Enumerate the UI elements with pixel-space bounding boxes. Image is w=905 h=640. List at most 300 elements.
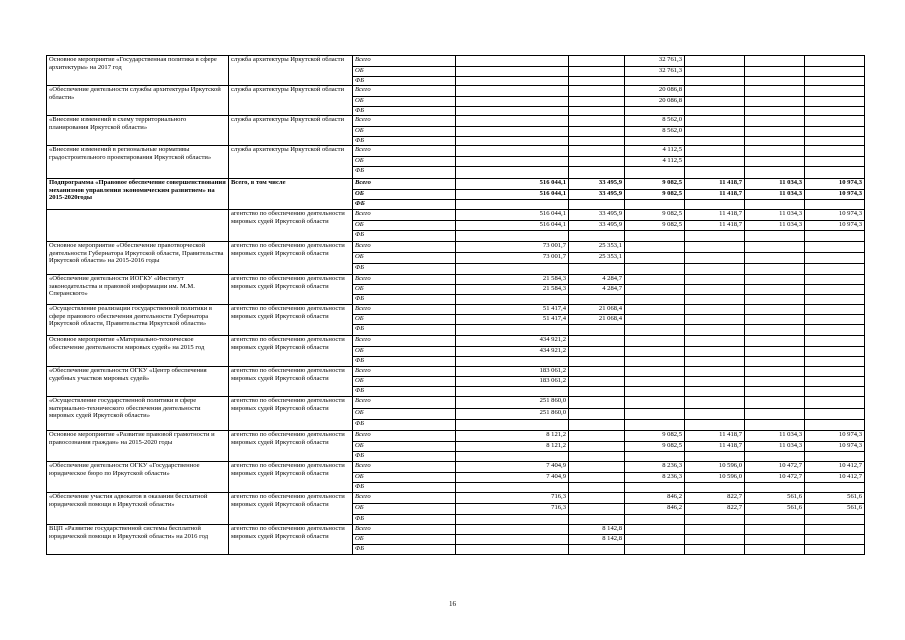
amount-cell: 251 860,0 bbox=[456, 409, 569, 420]
funding-source-cell: ОБ bbox=[353, 504, 456, 515]
amount-cell bbox=[569, 157, 625, 167]
row-name-cell: «Обеспечение участия адвокатов в оказании бесплатной юридической помощи в Иркутской области» bbox=[47, 493, 229, 525]
amount-cell bbox=[745, 137, 805, 146]
amount-cell bbox=[685, 409, 745, 420]
amount-cell: 516 044,1 bbox=[456, 221, 569, 231]
amount-cell bbox=[456, 107, 569, 116]
amount-cell: 51 417,4 bbox=[456, 305, 569, 315]
amount-cell: 10 412,7 bbox=[805, 462, 865, 473]
amount-cell bbox=[685, 315, 745, 325]
amount-cell: 822,7 bbox=[685, 493, 745, 504]
amount-cell bbox=[625, 77, 685, 86]
amount-cell: 11 418,7 bbox=[685, 431, 745, 442]
amount-cell bbox=[805, 127, 865, 137]
amount-cell bbox=[805, 357, 865, 367]
funding-source-cell: Всего bbox=[353, 242, 456, 253]
amount-cell: 11 418,7 bbox=[685, 210, 745, 221]
amount-cell: 11 418,7 bbox=[685, 221, 745, 231]
amount-cell bbox=[569, 357, 625, 367]
amount-cell bbox=[745, 347, 805, 357]
amount-cell bbox=[745, 387, 805, 397]
amount-cell bbox=[685, 56, 745, 67]
amount-cell bbox=[625, 200, 685, 210]
amount-cell: 10 974,3 bbox=[805, 179, 865, 190]
amount-cell bbox=[569, 545, 625, 555]
funding-source-cell: ФБ bbox=[353, 357, 456, 367]
amount-cell: 10 472,7 bbox=[745, 473, 805, 483]
amount-cell bbox=[569, 462, 625, 473]
amount-cell bbox=[805, 97, 865, 107]
amount-cell: 51 417,4 bbox=[456, 315, 569, 325]
amount-cell bbox=[625, 305, 685, 315]
amount-cell bbox=[685, 515, 745, 525]
amount-cell: 8 142,8 bbox=[569, 535, 625, 545]
amount-cell bbox=[685, 242, 745, 253]
row-name-cell bbox=[47, 210, 229, 242]
amount-cell bbox=[805, 315, 865, 325]
amount-cell bbox=[456, 86, 569, 97]
amount-cell bbox=[685, 231, 745, 242]
amount-cell bbox=[805, 253, 865, 264]
amount-cell bbox=[745, 116, 805, 127]
amount-cell bbox=[685, 325, 745, 336]
amount-cell bbox=[685, 420, 745, 431]
amount-cell bbox=[685, 167, 745, 179]
amount-cell bbox=[805, 377, 865, 387]
amount-cell bbox=[569, 420, 625, 431]
amount-cell bbox=[456, 535, 569, 545]
funding-source-cell: Всего bbox=[353, 305, 456, 315]
amount-cell bbox=[805, 387, 865, 397]
amount-cell bbox=[569, 515, 625, 525]
amount-cell: 4 284,7 bbox=[569, 275, 625, 285]
amount-cell bbox=[805, 275, 865, 285]
amount-cell bbox=[625, 387, 685, 397]
funding-source-cell: ОБ bbox=[353, 285, 456, 295]
amount-cell bbox=[685, 146, 745, 157]
amount-cell: 434 921,2 bbox=[456, 347, 569, 357]
funding-source-cell: Всего bbox=[353, 336, 456, 347]
amount-cell: 8 562,0 bbox=[625, 127, 685, 137]
amount-cell bbox=[625, 347, 685, 357]
amount-cell bbox=[569, 107, 625, 116]
table-row bbox=[47, 367, 865, 377]
amount-cell: 11 418,7 bbox=[685, 442, 745, 452]
row-executor-cell: служба архитектуры Иркутской области bbox=[229, 56, 353, 86]
amount-cell bbox=[685, 305, 745, 315]
amount-cell: 561,6 bbox=[805, 504, 865, 515]
amount-cell bbox=[805, 107, 865, 116]
amount-cell bbox=[805, 305, 865, 315]
amount-cell bbox=[685, 86, 745, 97]
amount-cell: 7 404,9 bbox=[456, 462, 569, 473]
amount-cell: 11 034,3 bbox=[745, 210, 805, 221]
amount-cell bbox=[745, 336, 805, 347]
funding-source-cell: Всего bbox=[353, 86, 456, 97]
funding-source-cell: ФБ bbox=[353, 545, 456, 555]
amount-cell: 561,6 bbox=[745, 504, 805, 515]
amount-cell: 20 086,8 bbox=[625, 97, 685, 107]
amount-cell: 20 086,8 bbox=[625, 86, 685, 97]
amount-cell bbox=[625, 515, 685, 525]
amount-cell bbox=[805, 157, 865, 167]
amount-cell bbox=[805, 545, 865, 555]
row-executor-cell: служба архитектуры Иркутской области bbox=[229, 86, 353, 116]
amount-cell: 10 472,7 bbox=[745, 462, 805, 473]
amount-cell: 8 236,3 bbox=[625, 462, 685, 473]
row-name-cell: Основное мероприятие «Развитие правовой грамотности и правосознания граждан» на 2015-2020 годы bbox=[47, 431, 229, 462]
amount-cell bbox=[805, 200, 865, 210]
table-row bbox=[47, 56, 865, 67]
amount-cell bbox=[625, 285, 685, 295]
funding-source-cell: ОБ bbox=[353, 473, 456, 483]
amount-cell bbox=[745, 315, 805, 325]
funding-source-cell: ФБ bbox=[353, 387, 456, 397]
row-name-cell: «Осуществление реализации государственной политики в сфере правового обеспечения деятельности Губернатора Иркутской области, Правительства Иркутской области» bbox=[47, 305, 229, 336]
amount-cell bbox=[805, 295, 865, 305]
amount-cell: 10 974,3 bbox=[805, 221, 865, 231]
amount-cell bbox=[745, 127, 805, 137]
amount-cell: 33 495,9 bbox=[569, 179, 625, 190]
amount-cell bbox=[805, 116, 865, 127]
funding-source-cell: ФБ bbox=[353, 200, 456, 210]
funding-source-cell: Всего bbox=[353, 210, 456, 221]
amount-cell bbox=[569, 86, 625, 97]
funding-source-cell: ФБ bbox=[353, 167, 456, 179]
funding-source-cell: ФБ bbox=[353, 325, 456, 336]
amount-cell: 4 112,5 bbox=[625, 157, 685, 167]
table-row bbox=[47, 305, 865, 315]
amount-cell bbox=[456, 157, 569, 167]
row-executor-cell: агентство по обеспечению деятельности мировых судей Иркутской области bbox=[229, 242, 353, 275]
amount-cell bbox=[456, 77, 569, 86]
amount-cell: 11 034,3 bbox=[745, 431, 805, 442]
amount-cell bbox=[456, 231, 569, 242]
amount-cell bbox=[685, 264, 745, 275]
amount-cell: 4 112,5 bbox=[625, 146, 685, 157]
amount-cell bbox=[805, 367, 865, 377]
table-row bbox=[47, 525, 865, 535]
amount-cell: 25 353,1 bbox=[569, 242, 625, 253]
amount-cell bbox=[805, 146, 865, 157]
amount-cell: 11 418,7 bbox=[685, 179, 745, 190]
amount-cell bbox=[805, 525, 865, 535]
amount-cell bbox=[745, 295, 805, 305]
table-row bbox=[47, 462, 865, 473]
amount-cell: 21 584,3 bbox=[456, 275, 569, 285]
amount-cell bbox=[745, 107, 805, 116]
amount-cell bbox=[456, 200, 569, 210]
amount-cell bbox=[569, 473, 625, 483]
amount-cell bbox=[456, 137, 569, 146]
funding-source-cell: Всего bbox=[353, 367, 456, 377]
amount-cell bbox=[569, 504, 625, 515]
amount-cell bbox=[569, 325, 625, 336]
amount-cell bbox=[569, 409, 625, 420]
amount-cell bbox=[685, 483, 745, 493]
amount-cell: 25 353,1 bbox=[569, 253, 625, 264]
amount-cell bbox=[745, 275, 805, 285]
amount-cell bbox=[805, 420, 865, 431]
amount-cell: 32 761,3 bbox=[625, 56, 685, 67]
funding-source-cell: Всего bbox=[353, 493, 456, 504]
amount-cell: 8 121,2 bbox=[456, 431, 569, 442]
amount-cell bbox=[745, 377, 805, 387]
amount-cell bbox=[805, 242, 865, 253]
amount-cell: 10 974,3 bbox=[805, 210, 865, 221]
amount-cell bbox=[745, 420, 805, 431]
amount-cell bbox=[456, 56, 569, 67]
amount-cell bbox=[625, 242, 685, 253]
amount-cell bbox=[456, 387, 569, 397]
amount-cell bbox=[805, 285, 865, 295]
table-row bbox=[47, 493, 865, 504]
amount-cell bbox=[569, 231, 625, 242]
row-name-cell: Основное мероприятие «Материально-техническое обеспечение деятельности мировых судей» на 2015 год bbox=[47, 336, 229, 367]
amount-cell bbox=[805, 56, 865, 67]
amount-cell: 11 418,7 bbox=[685, 190, 745, 200]
amount-cell bbox=[745, 56, 805, 67]
amount-cell: 73 001,7 bbox=[456, 253, 569, 264]
amount-cell bbox=[569, 137, 625, 146]
amount-cell bbox=[569, 336, 625, 347]
row-name-cell: «Обеспечение деятельности ОГКУ «Государственное юридическое бюро по Иркутской области» bbox=[47, 462, 229, 493]
amount-cell bbox=[569, 56, 625, 67]
amount-cell bbox=[685, 137, 745, 146]
amount-cell bbox=[625, 295, 685, 305]
amount-cell: 33 495,9 bbox=[569, 190, 625, 200]
amount-cell: 251 860,0 bbox=[456, 397, 569, 409]
amount-cell bbox=[745, 357, 805, 367]
amount-cell bbox=[685, 336, 745, 347]
amount-cell: 11 034,3 bbox=[745, 190, 805, 200]
amount-cell bbox=[685, 452, 745, 462]
amount-cell: 561,6 bbox=[805, 493, 865, 504]
amount-cell bbox=[625, 275, 685, 285]
amount-cell bbox=[625, 357, 685, 367]
funding-source-cell: ФБ bbox=[353, 515, 456, 525]
table-row bbox=[47, 275, 865, 285]
amount-cell bbox=[745, 535, 805, 545]
amount-cell: 183 061,2 bbox=[456, 367, 569, 377]
amount-cell: 4 284,7 bbox=[569, 285, 625, 295]
amount-cell bbox=[805, 347, 865, 357]
amount-cell: 822,7 bbox=[685, 504, 745, 515]
amount-cell bbox=[805, 137, 865, 146]
amount-cell bbox=[745, 97, 805, 107]
amount-cell bbox=[625, 325, 685, 336]
amount-cell bbox=[625, 253, 685, 264]
table-row bbox=[47, 116, 865, 127]
funding-source-cell: Всего bbox=[353, 431, 456, 442]
row-name-cell: «Обеспечение деятельности ОГКУ «Центр обеспечения судебных участков мировых судей» bbox=[47, 367, 229, 397]
amount-cell: 183 061,2 bbox=[456, 377, 569, 387]
funding-source-cell: ФБ bbox=[353, 483, 456, 493]
amount-cell bbox=[685, 97, 745, 107]
amount-cell bbox=[456, 452, 569, 462]
amount-cell bbox=[625, 137, 685, 146]
amount-cell bbox=[685, 116, 745, 127]
amount-cell bbox=[745, 285, 805, 295]
row-executor-cell: Всего, в том числе bbox=[229, 179, 353, 210]
amount-cell bbox=[569, 127, 625, 137]
funding-source-cell: Всего bbox=[353, 525, 456, 535]
amount-cell bbox=[745, 200, 805, 210]
funding-source-cell: Всего bbox=[353, 56, 456, 67]
amount-cell bbox=[456, 67, 569, 77]
row-executor-cell: агентство по обеспечению деятельности мировых судей Иркутской области bbox=[229, 336, 353, 367]
amount-cell bbox=[805, 409, 865, 420]
amount-cell bbox=[685, 157, 745, 167]
funding-source-cell: ОБ bbox=[353, 535, 456, 545]
amount-cell: 10 596,0 bbox=[685, 473, 745, 483]
amount-cell bbox=[805, 397, 865, 409]
amount-cell bbox=[685, 525, 745, 535]
amount-cell bbox=[625, 264, 685, 275]
amount-cell bbox=[745, 305, 805, 315]
funding-source-cell: ОБ bbox=[353, 347, 456, 357]
row-executor-cell: служба архитектуры Иркутской области bbox=[229, 116, 353, 146]
amount-cell: 9 082,5 bbox=[625, 221, 685, 231]
row-name-cell: Основное мероприятие «Государственная политика в сфере архитектуры» на 2017 год bbox=[47, 56, 229, 86]
amount-cell bbox=[805, 231, 865, 242]
amount-cell bbox=[456, 325, 569, 336]
row-name-cell: «Обеспечение деятельности ИОГКУ «Институт законодательства и правовой информации им. М.М. Сперанского» bbox=[47, 275, 229, 305]
amount-cell bbox=[569, 397, 625, 409]
amount-cell bbox=[625, 535, 685, 545]
funding-source-cell: Всего bbox=[353, 462, 456, 473]
row-executor-cell: агентство по обеспечению деятельности мировых судей Иркутской области bbox=[229, 462, 353, 493]
amount-cell: 10 974,3 bbox=[805, 431, 865, 442]
funding-source-cell: ФБ bbox=[353, 77, 456, 86]
budget-table-body bbox=[47, 56, 865, 555]
amount-cell bbox=[456, 420, 569, 431]
amount-cell: 8 236,3 bbox=[625, 473, 685, 483]
amount-cell: 73 001,7 bbox=[456, 242, 569, 253]
amount-cell bbox=[805, 515, 865, 525]
amount-cell bbox=[456, 264, 569, 275]
amount-cell bbox=[685, 397, 745, 409]
amount-cell: 9 082,5 bbox=[625, 179, 685, 190]
amount-cell: 21 068,4 bbox=[569, 305, 625, 315]
amount-cell bbox=[685, 200, 745, 210]
amount-cell bbox=[745, 67, 805, 77]
funding-source-cell: ОБ bbox=[353, 377, 456, 387]
amount-cell bbox=[685, 67, 745, 77]
amount-cell: 11 034,3 bbox=[745, 221, 805, 231]
amount-cell bbox=[625, 525, 685, 535]
funding-source-cell: ОБ bbox=[353, 157, 456, 167]
amount-cell bbox=[745, 525, 805, 535]
amount-cell bbox=[456, 515, 569, 525]
amount-cell bbox=[569, 97, 625, 107]
row-name-cell: Подпрограмма «Правовое обеспечение совершенствования механизмов управления экономическим развитием» на 2015-2020годы bbox=[47, 179, 229, 210]
amount-cell bbox=[625, 483, 685, 493]
amount-cell: 33 495,9 bbox=[569, 210, 625, 221]
amount-cell bbox=[685, 535, 745, 545]
amount-cell: 33 495,9 bbox=[569, 221, 625, 231]
amount-cell bbox=[625, 545, 685, 555]
amount-cell bbox=[805, 167, 865, 179]
amount-cell bbox=[456, 127, 569, 137]
amount-cell bbox=[625, 377, 685, 387]
funding-source-cell: ОБ bbox=[353, 67, 456, 77]
funding-source-cell: Всего bbox=[353, 275, 456, 285]
row-executor-cell: агентство по обеспечению деятельности мировых судей Иркутской области bbox=[229, 367, 353, 397]
row-executor-cell: агентство по обеспечению деятельности мировых судей Иркутской области bbox=[229, 275, 353, 305]
amount-cell bbox=[685, 545, 745, 555]
amount-cell: 516 044,1 bbox=[456, 179, 569, 190]
amount-cell: 516 044,1 bbox=[456, 210, 569, 221]
amount-cell: 846,2 bbox=[625, 504, 685, 515]
amount-cell bbox=[569, 377, 625, 387]
amount-cell bbox=[456, 116, 569, 127]
amount-cell bbox=[456, 357, 569, 367]
row-name-cell: «Обеспечение деятельности службы архитектуры Иркутской области» bbox=[47, 86, 229, 116]
amount-cell: 8 142,8 bbox=[569, 525, 625, 535]
funding-source-cell: ОБ bbox=[353, 97, 456, 107]
amount-cell bbox=[625, 452, 685, 462]
amount-cell bbox=[745, 242, 805, 253]
amount-cell bbox=[805, 86, 865, 97]
funding-source-cell: ОБ bbox=[353, 190, 456, 200]
row-executor-cell: служба архитектуры Иркутской области bbox=[229, 146, 353, 179]
amount-cell bbox=[456, 545, 569, 555]
funding-source-cell: ФБ bbox=[353, 295, 456, 305]
amount-cell bbox=[625, 167, 685, 179]
amount-cell: 434 921,2 bbox=[456, 336, 569, 347]
funding-source-cell: ОБ bbox=[353, 315, 456, 325]
funding-source-cell: ФБ bbox=[353, 137, 456, 146]
amount-cell: 11 034,3 bbox=[745, 179, 805, 190]
row-name-cell: «Осуществление государственной политики в сфере материально-технического обеспечения деятельности мировых судей Иркутской области» bbox=[47, 397, 229, 431]
amount-cell bbox=[685, 357, 745, 367]
table-row bbox=[47, 210, 865, 221]
amount-cell bbox=[569, 146, 625, 157]
amount-cell bbox=[456, 146, 569, 157]
amount-cell bbox=[745, 264, 805, 275]
amount-cell bbox=[685, 285, 745, 295]
amount-cell bbox=[625, 409, 685, 420]
amount-cell bbox=[685, 127, 745, 137]
row-executor-cell: агентство по обеспечению деятельности мировых судей Иркутской области bbox=[229, 305, 353, 336]
amount-cell bbox=[745, 409, 805, 420]
amount-cell: 9 082,5 bbox=[625, 210, 685, 221]
amount-cell bbox=[745, 167, 805, 179]
amount-cell bbox=[745, 367, 805, 377]
amount-cell bbox=[569, 264, 625, 275]
amount-cell bbox=[625, 397, 685, 409]
row-executor-cell: агентство по обеспечению деятельности мировых судей Иркутской области bbox=[229, 397, 353, 431]
row-name-cell: «Внесение изменений в схему территориального планирования Иркутской области» bbox=[47, 116, 229, 146]
funding-source-cell: ФБ bbox=[353, 231, 456, 242]
amount-cell bbox=[805, 67, 865, 77]
amount-cell bbox=[805, 452, 865, 462]
amount-cell bbox=[745, 77, 805, 86]
amount-cell bbox=[625, 336, 685, 347]
amount-cell: 9 082,5 bbox=[625, 431, 685, 442]
funding-source-cell: Всего bbox=[353, 397, 456, 409]
amount-cell: 10 596,0 bbox=[685, 462, 745, 473]
amount-cell bbox=[569, 67, 625, 77]
amount-cell bbox=[569, 167, 625, 179]
row-executor-cell: агентство по обеспечению деятельности мировых судей Иркутской области bbox=[229, 210, 353, 242]
funding-source-cell: ОБ bbox=[353, 409, 456, 420]
amount-cell bbox=[685, 377, 745, 387]
row-executor-cell: агентство по обеспечению деятельности мировых судей Иркутской области bbox=[229, 493, 353, 525]
amount-cell bbox=[745, 452, 805, 462]
amount-cell bbox=[685, 367, 745, 377]
